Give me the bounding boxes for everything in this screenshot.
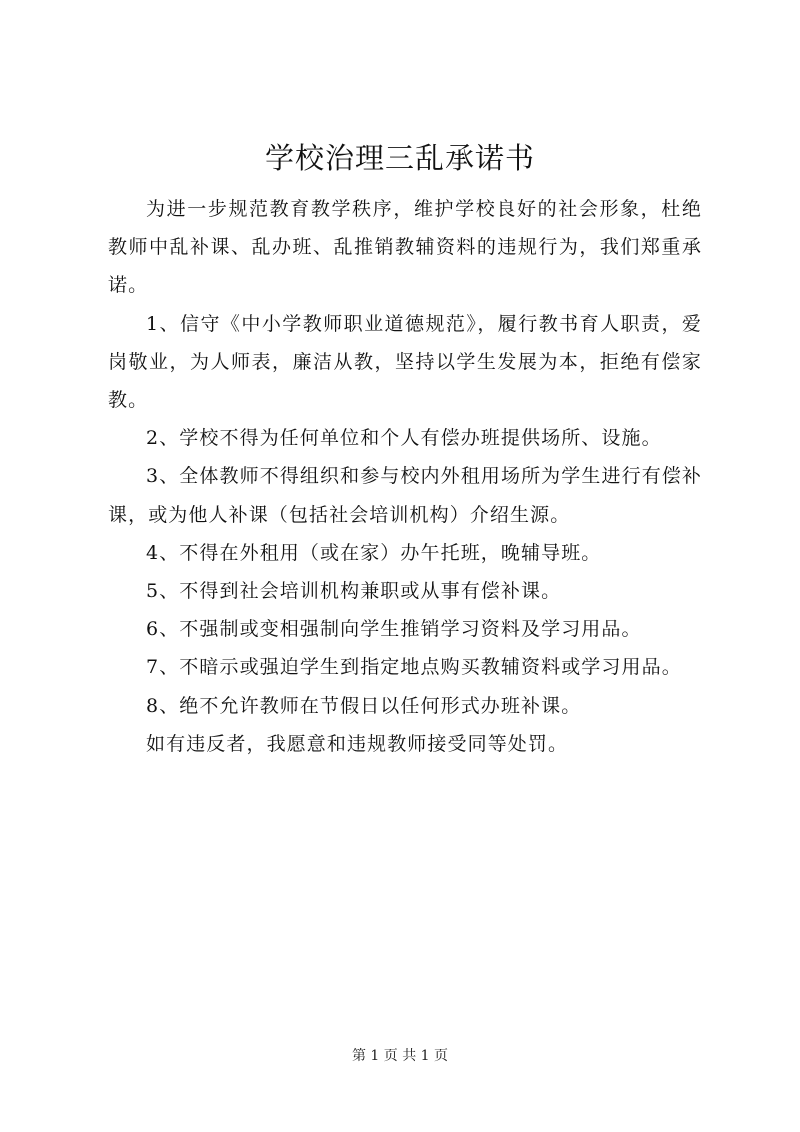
paragraph-item-4: 4、不得在外租用（或在家）办午托班，晚辅导班。 bbox=[146, 541, 602, 564]
paragraph-item-2: 2、学校不得为任何单位和个人有偿办班提供场所、设施。 bbox=[146, 427, 662, 450]
paragraph-item-3: 3、全体教师不得组织和参与校内外租用场所为学生进行有偿补课，或为他人补课（包括社会培训机构）介绍生源。 bbox=[108, 465, 702, 526]
document-body bbox=[108, 190, 702, 763]
document-title: 学校治理三乱承诺书 bbox=[264, 141, 535, 175]
paragraph-item-7: 7、不暗示或强迫学生到指定地点购买教辅资料或学习用品。 bbox=[146, 656, 682, 679]
paragraph-closing: 如有违反者，我愿意和违规教师接受同等处罚。 bbox=[146, 732, 569, 755]
page-footer: 第 1 页 共 1 页 bbox=[351, 1048, 449, 1064]
paragraph-item-5: 5、不得到社会培训机构兼职或从事有偿补课。 bbox=[146, 580, 562, 603]
paragraph-item-1: 1、信守《中小学教师职业道德规范》，履行教书育人职责，爱岗敬业，为人师表，廉洁从教，坚持以学生发展为本，拒绝有偿家教。 bbox=[108, 312, 702, 412]
paragraph-item-8: 8、绝不允许教师在节假日以任何形式办班补课。 bbox=[146, 694, 582, 717]
paragraph-item-6: 6、不强制或变相强制向学生推销学习资料及学习用品。 bbox=[146, 618, 642, 641]
paragraph-intro: 为进一步规范教育教学秩序，维护学校良好的社会形象，杜绝教师中乱补课、乱办班、乱推销教辅资料的违规行为，我们郑重承诺。 bbox=[108, 198, 702, 297]
